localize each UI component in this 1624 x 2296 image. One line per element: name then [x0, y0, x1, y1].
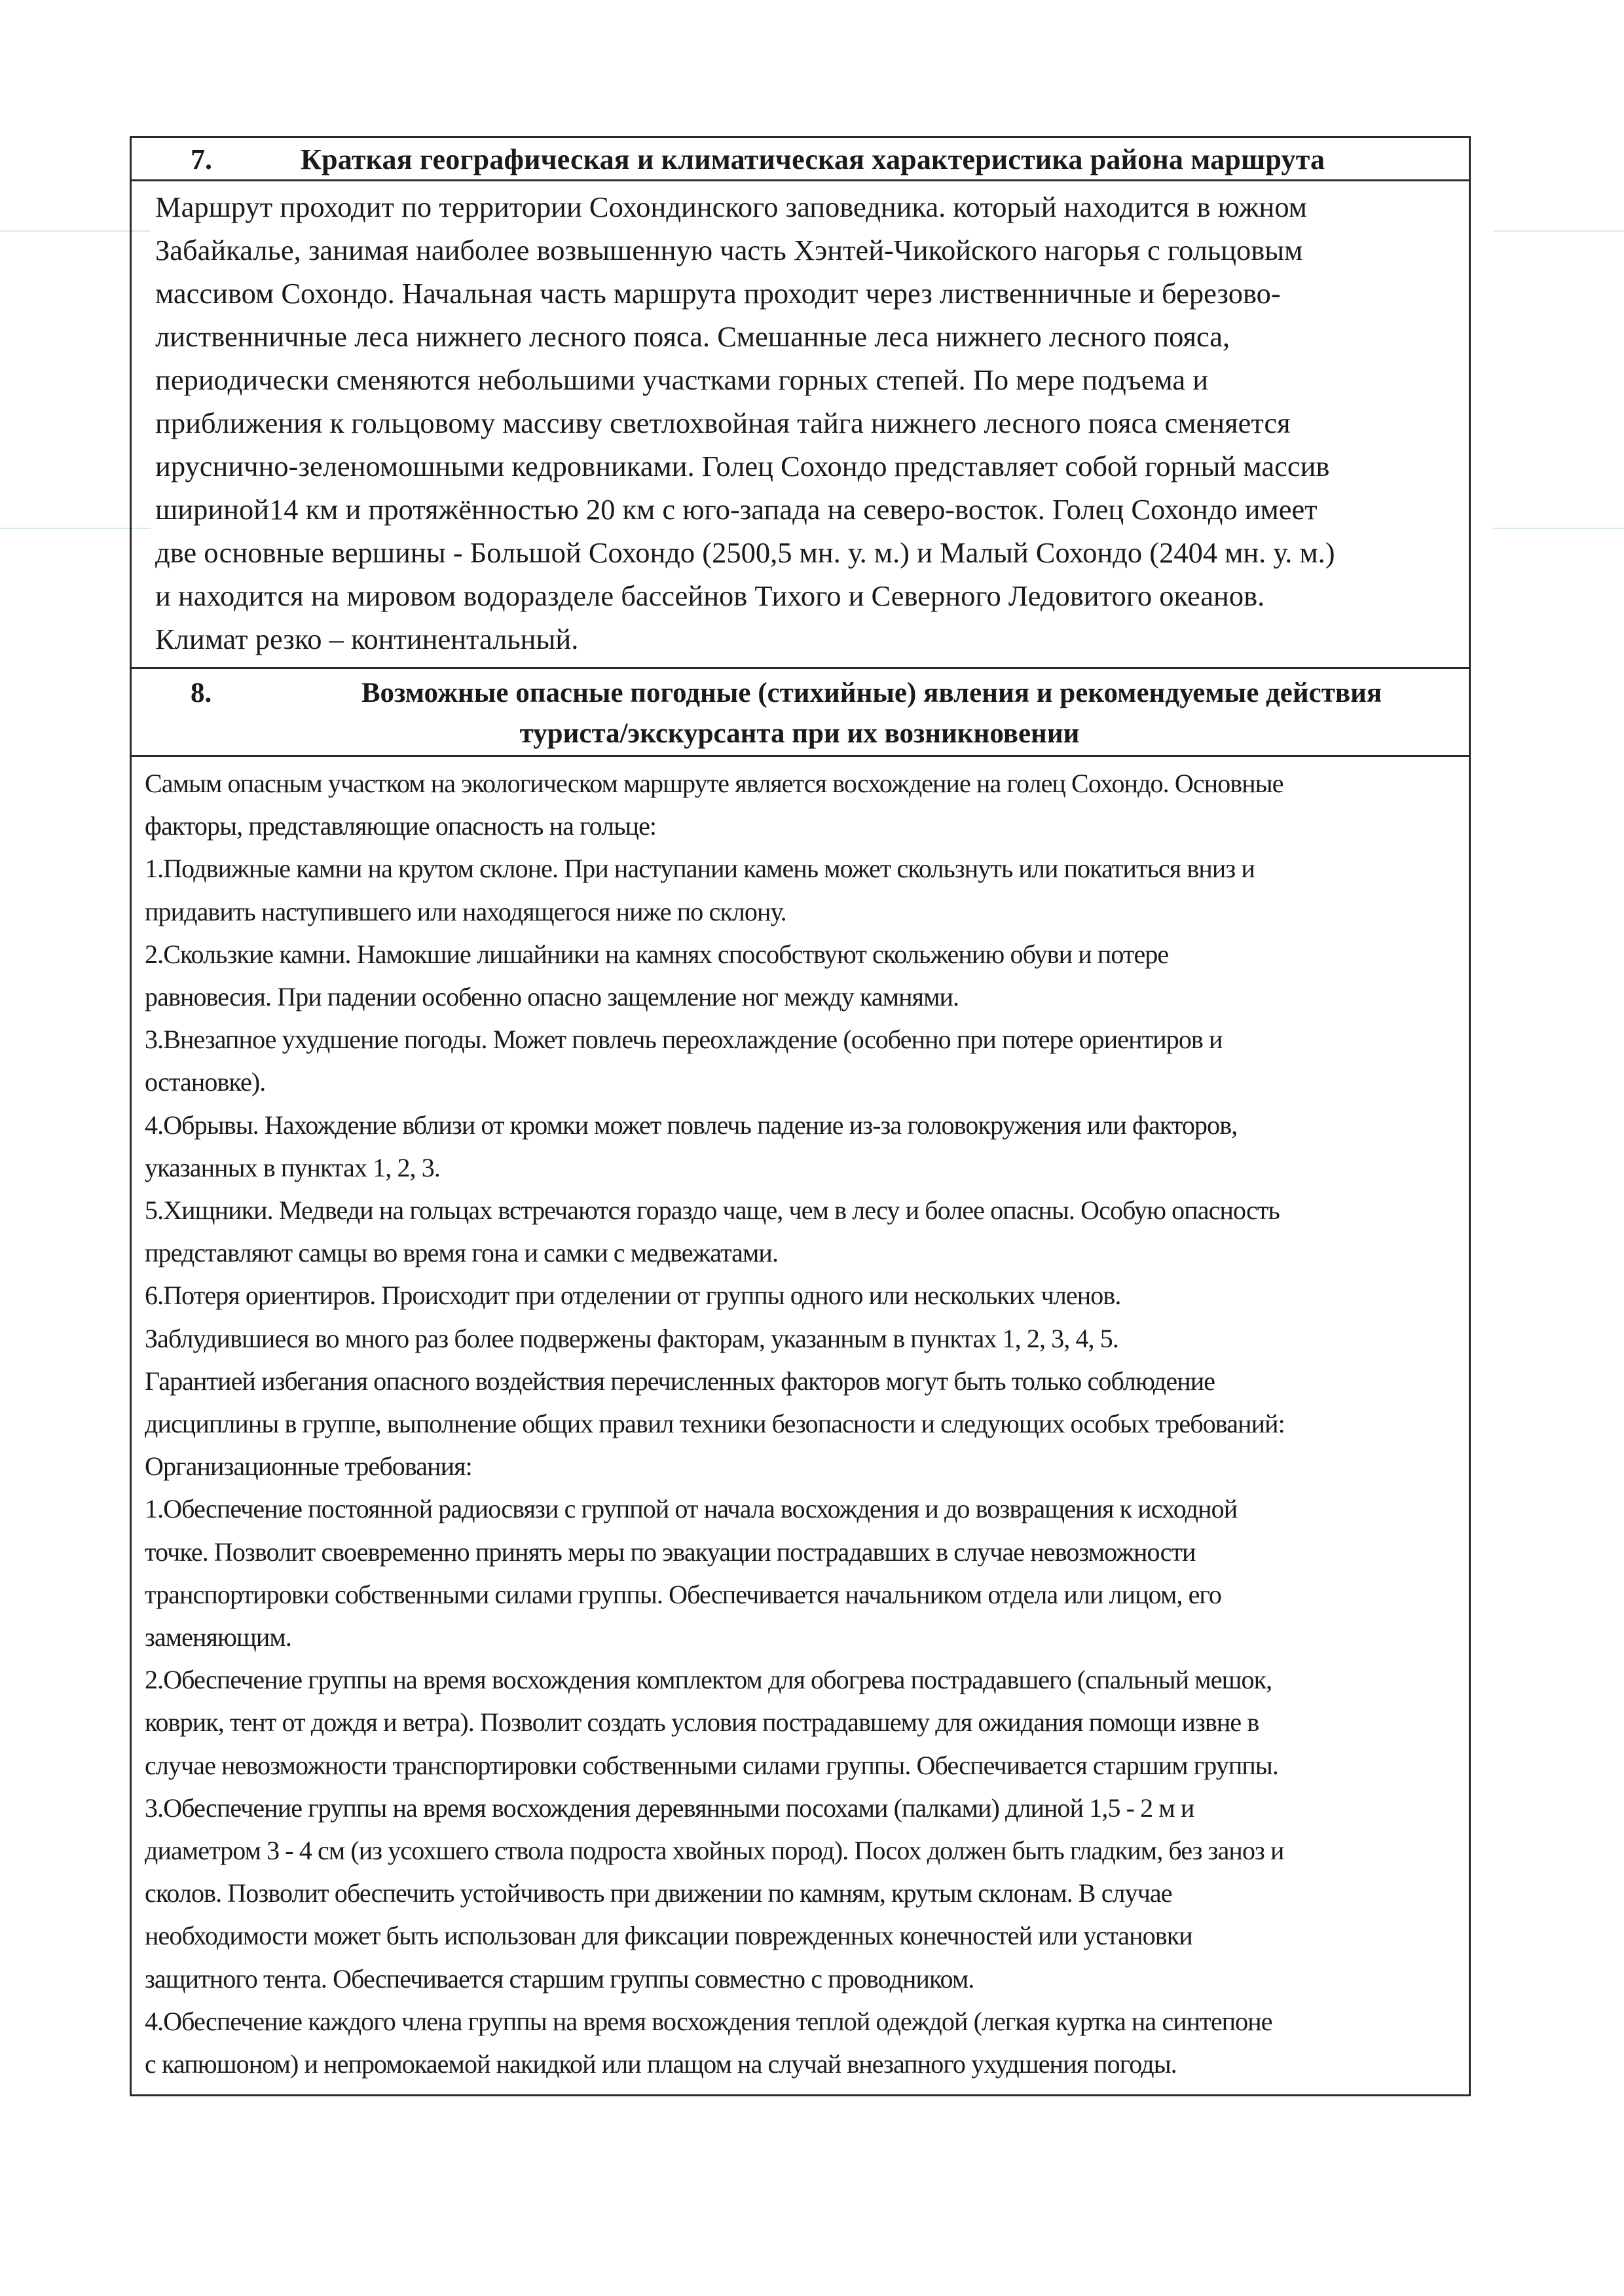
- text-line: диаметром 3 - 4 см (из усохшего ствола подроста хвойных пород). Посох должен быть гладким, без заноз и: [145, 1836, 1284, 1866]
- text-line: точке. Позволит своевременно принять меры по эвакуации пострадавших в случае невозможности: [145, 1537, 1196, 1567]
- text-line: лиственничные леса нижнего лесного пояса. Смешанные леса нижнего лесного пояса,: [155, 320, 1230, 353]
- text-line: 4.Обрывы. Нахождение вблизи от кромки может повлечь падение из-за головокружения или факторов,: [145, 1110, 1238, 1140]
- text-line: массивом Сохондо. Начальная часть маршрута проходит через лиственничные и березово-: [155, 277, 1281, 310]
- text-line: сколов. Позволит обеспечить устойчивость при движении по камням, крутым склонам. В случае: [145, 1878, 1172, 1908]
- text-line: 5.Хищники. Медведи на гольцах встречаются гораздо чаще, чем в лесу и более опасны. Особую опасность: [145, 1195, 1280, 1226]
- section-8-number: 8.: [191, 678, 212, 708]
- text-line: представляют самцы во время гона и самки с медвежатами.: [145, 1238, 779, 1268]
- scan-artifact-line: [1493, 230, 1624, 232]
- text-line: 6.Потеря ориентиров. Происходит при отделении от группы одного или нескольких членов.: [145, 1281, 1121, 1311]
- text-line: Самым опасным участком на экологическом маршруте является восхождение на голец Сохондо. Основные: [145, 769, 1283, 798]
- text-line: защитного тента. Обеспечивается старшим группы совместно с проводником.: [145, 1963, 974, 1994]
- text-line: 4.Обеспечение каждого члена группы на время восхождения теплой одеждой (легкая куртка на синтепоне: [145, 2006, 1272, 2036]
- text-line: придавить наступившего или находящегося ниже по склону.: [145, 896, 786, 926]
- text-line: с капюшоном) и непромокаемой накидкой или плащом на случай внезапного ухудшения погоды.: [145, 2049, 1177, 2079]
- text-line: Климат резко – континентальный.: [155, 623, 579, 655]
- text-line: шириной14 км и протяжённостью 20 км с юго-запада на северо-восток. Голец Сохондо имеет: [155, 493, 1318, 526]
- document-table: [130, 136, 1471, 2096]
- scan-artifact-line: [0, 230, 151, 232]
- text-line: две основные вершины - Большой Сохондо (2500,5 мн. у. м.) и Малый Сохондо (2404 мн. у. м.): [155, 536, 1335, 569]
- text-line: Заблудившиеся во много раз более подвержены факторам, указанным в пунктах 1, 2, 3, 4, 5.: [145, 1323, 1118, 1353]
- text-line: Гарантией избегания опасного воздействия перечисленных факторов могут быть только соблюдение: [145, 1366, 1215, 1396]
- scan-artifact-line: [0, 528, 151, 529]
- text-line: факторы, представляющие опасность на гольце:: [145, 811, 657, 841]
- text-line: 2.Обеспечение группы на время восхождения комплектом для обогрева пострадавшего (спальный мешок,: [145, 1665, 1272, 1695]
- text-line: 3.Обеспечение группы на время восхождения деревянными посохами (палками) длиной 1,5 - 2 м и: [145, 1793, 1194, 1823]
- text-line: необходимости может быть использован для фиксации поврежденных конечностей или установки: [145, 1921, 1192, 1951]
- text-line: Маршрут проходит по территории Сохондинского заповедника. который находится в южном: [155, 191, 1307, 223]
- text-line: коврик, тент от дождя и ветра). Позволит создать условия пострадавшему для ожидания помощи извне в: [145, 1707, 1259, 1738]
- text-line: дисциплины в группе, выполнение общих правил техники безопасности и следующих особых требований:: [145, 1409, 1285, 1439]
- text-line: заменяющим.: [145, 1622, 291, 1652]
- text-line: 1.Обеспечение постоянной радиосвязи с группой от начала восхождения и до возвращения к исходной: [145, 1494, 1238, 1524]
- text-line: и находится на мировом водоразделе бассейнов Тихого и Северного Ледовитого океанов.: [155, 579, 1265, 612]
- section-7-title: Краткая географическая и климатическая характеристика района маршрута: [301, 143, 1325, 175]
- section-7-header: [132, 138, 1469, 181]
- text-line: остановке).: [145, 1067, 266, 1097]
- text-line: ируснично-зеленомошными кедровниками. Голец Сохондо представляет собой горный массив: [155, 450, 1330, 483]
- section-8-header: [132, 669, 1469, 757]
- text-line: 3.Внезапное ухудшение погоды. Может повлечь переохлаждение (особенно при потере ориентиров и: [145, 1025, 1223, 1055]
- scan-artifact-line: [1493, 528, 1624, 529]
- section-8-body: [132, 757, 1469, 2094]
- text-line: случае невозможности транспортировки собственными силами группы. Обеспечивается старшим группы.: [145, 1750, 1278, 1780]
- text-line: указанных в пунктах 1, 2, 3.: [145, 1152, 440, 1182]
- section-7-number: 7.: [191, 143, 212, 175]
- text-line: 2.Скользкие камни. Намокшие лишайники на камнях способствуют скольжению обуви и потере: [145, 939, 1169, 969]
- text-line: транспортировки собственными силами группы. Обеспечивается начальником отдела или лицом, его: [145, 1579, 1222, 1609]
- text-line: периодически сменяются небольшими участками горных степей. По мере подъема и: [155, 363, 1209, 396]
- text-line: приближения к гольцовому массиву светлохвойная тайга нижнего лесного пояса сменяется: [155, 407, 1291, 439]
- section-8-title-line-2: туриста/экскурсанта при их возникновении: [519, 718, 1080, 749]
- text-line: равновесия. При падении особенно опасно защемление ног между камнями.: [145, 982, 959, 1012]
- section-8-title-line-1: Возможные опасные погодные (стихийные) явления и рекомендуемые действия: [361, 678, 1382, 708]
- text-line: Забайкалье, занимая наиболее возвышенную часть Хэнтей-Чикойского нагорья с гольцовым: [155, 234, 1303, 266]
- section-7-body: [132, 181, 1469, 669]
- text-line: Организационные требования:: [145, 1451, 472, 1482]
- text-line: 1.Подвижные камни на крутом склоне. При наступании камень может скользнуть или покатиться вниз и: [145, 854, 1255, 884]
